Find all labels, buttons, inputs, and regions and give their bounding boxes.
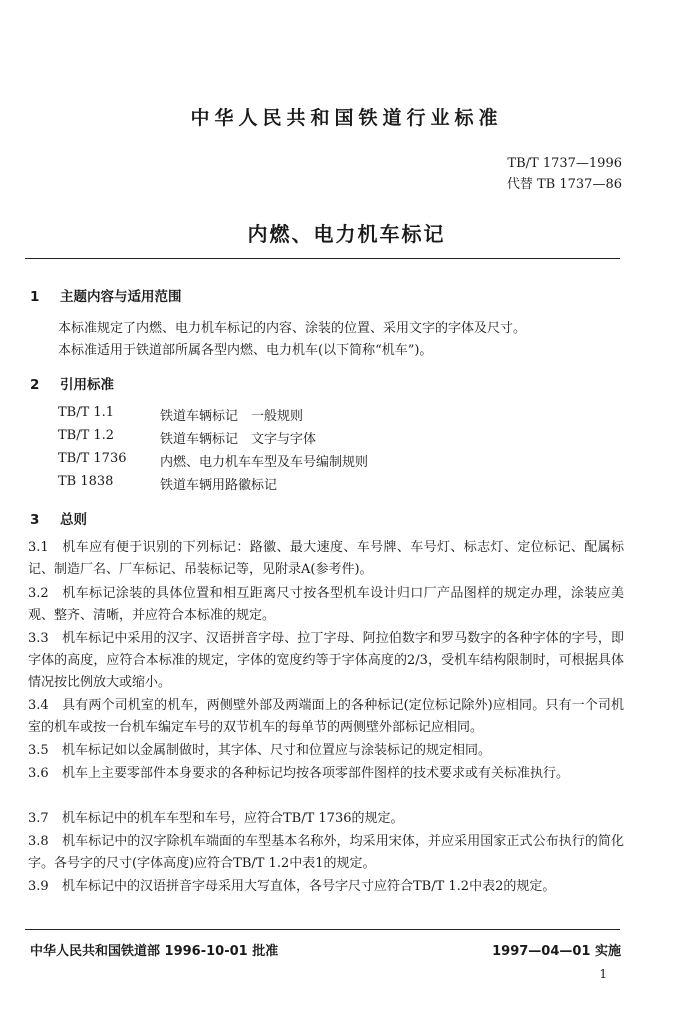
reference-title: 内燃、电力机车车型及车号编制规则: [160, 455, 369, 470]
clause-3-1: [28, 537, 624, 581]
clause-3-4: [28, 695, 624, 739]
standard-code-block: [507, 153, 622, 195]
page-number: 1: [599, 967, 607, 981]
implementation-date: 1997—04—01 实施: [492, 944, 621, 959]
clause-text: 机车标记涂装的具体位置和相互距离尺寸按各型机车设计归口厂产品图样的规定办理，涂装应美观、整齐、清晰，并应符合本标准的规定。: [28, 586, 624, 623]
section-title: 主题内容与适用范围: [60, 289, 182, 305]
clause-number: 3.5: [28, 743, 49, 758]
clause-text: 机车标记中采用的汉字、汉语拼音字母、拉丁字母、阿拉伯数字和罗马数字的各种字体的字号，即字体的高度，应符合本标准的规定，字体的宽度约等于字体高度的2/3，受机车结构限制时，可根据具体情况按比例放大或缩小。: [28, 631, 624, 690]
reference-title: 铁道车辆用路徽标记: [160, 478, 278, 493]
clause-3-8: [28, 831, 624, 875]
clause-number: 3.9: [28, 879, 49, 894]
section-1-paragraph-2: 本标准适用于铁道部所属各型内燃、电力机车(以下简称“机车”)。: [58, 343, 433, 358]
clause-3-9: [28, 876, 624, 898]
document-title: 内燃、电力机车标记: [247, 222, 446, 246]
clause-3-5: [28, 740, 624, 762]
clause-number: 3.1: [28, 540, 49, 555]
standard-name-header: 中华人民共和国铁道行业标准: [190, 107, 503, 129]
bottom-divider: [25, 929, 620, 930]
clause-text: 机车标记如以金属制做时，其字体、尺寸和位置应与涂装标记的规定相同。: [62, 743, 492, 758]
clause-number: 3.7: [28, 811, 49, 826]
clause-3-7: [28, 808, 624, 830]
section-number: 3: [30, 512, 40, 528]
clause-text: 机车应有便于识别的下列标记：路徽、最大速度、车号牌、车号灯、标志灯、定位标记、配属标记、制造厂名、厂车标记、吊装标记等，见附录A(参考件)。: [28, 540, 624, 577]
clause-number: 3.2: [28, 586, 49, 601]
reference-title: 铁道车辆标记 文字与字体: [160, 432, 317, 447]
clause-number: 3.3: [28, 631, 49, 646]
clause-number: 3.4: [28, 698, 49, 713]
clause-3-2: [28, 583, 624, 627]
section-number: 1: [30, 289, 40, 305]
clause-text: 具有两个司机室的机车，两侧壁外部及两端面上的各种标记(定位标记除外)应相同。只有一个司机室的机车或按一台机车编定车号的双节机车的每单节的两侧壁外部标记应相同。: [28, 698, 624, 735]
approval-line: 中华人民共和国铁道部 1996-10-01 批准: [30, 944, 279, 959]
clause-number: 3.6: [28, 766, 49, 781]
standard-code: TB/T 1737—1996: [507, 156, 622, 171]
clause-text: 机车标记中的机车车型和车号，应符合TB/T 1736的规定。: [62, 811, 404, 826]
section-3-heading: [30, 508, 87, 528]
section-number: 2: [30, 377, 40, 393]
section-title: 引用标准: [60, 377, 114, 393]
replaces-code: 代替 TB 1737—86: [506, 177, 622, 192]
clause-text: 机车标记中的汉字除机车端面的车型基本名称外，均采用宋体，并应采用国家正式公布执行的简化字。各号字的尺寸(字体高度)应符合TB/T 1.2中表1的规定。: [28, 834, 624, 871]
reference-code: TB/T 1.1: [58, 405, 115, 420]
section-2-heading: [30, 373, 114, 393]
reference-code: TB 1838: [58, 474, 114, 489]
clause-text: 机车标记中的汉语拼音字母采用大写直体，各号字尺寸应符合TB/T 1.2中表2的规定。: [62, 879, 556, 894]
section-1-heading: [30, 285, 182, 305]
top-divider: [25, 258, 620, 259]
reference-code: TB/T 1736: [58, 451, 127, 466]
section-title: 总则: [60, 512, 87, 528]
clause-number: 3.8: [28, 834, 49, 849]
section-1-paragraph-1: 本标准规定了内燃、电力机车标记的内容、涂装的位置、采用文字的字体及尺寸。: [58, 321, 527, 336]
clause-3-3: [28, 628, 624, 694]
reference-code: TB/T 1.2: [58, 428, 115, 443]
clause-3-6: [28, 763, 624, 785]
reference-title: 铁道车辆标记 一般规则: [160, 409, 304, 424]
clause-text: 机车上主要零部件本身要求的各种标记均按各项零部件图样的技术要求或有关标准执行。: [62, 766, 570, 781]
